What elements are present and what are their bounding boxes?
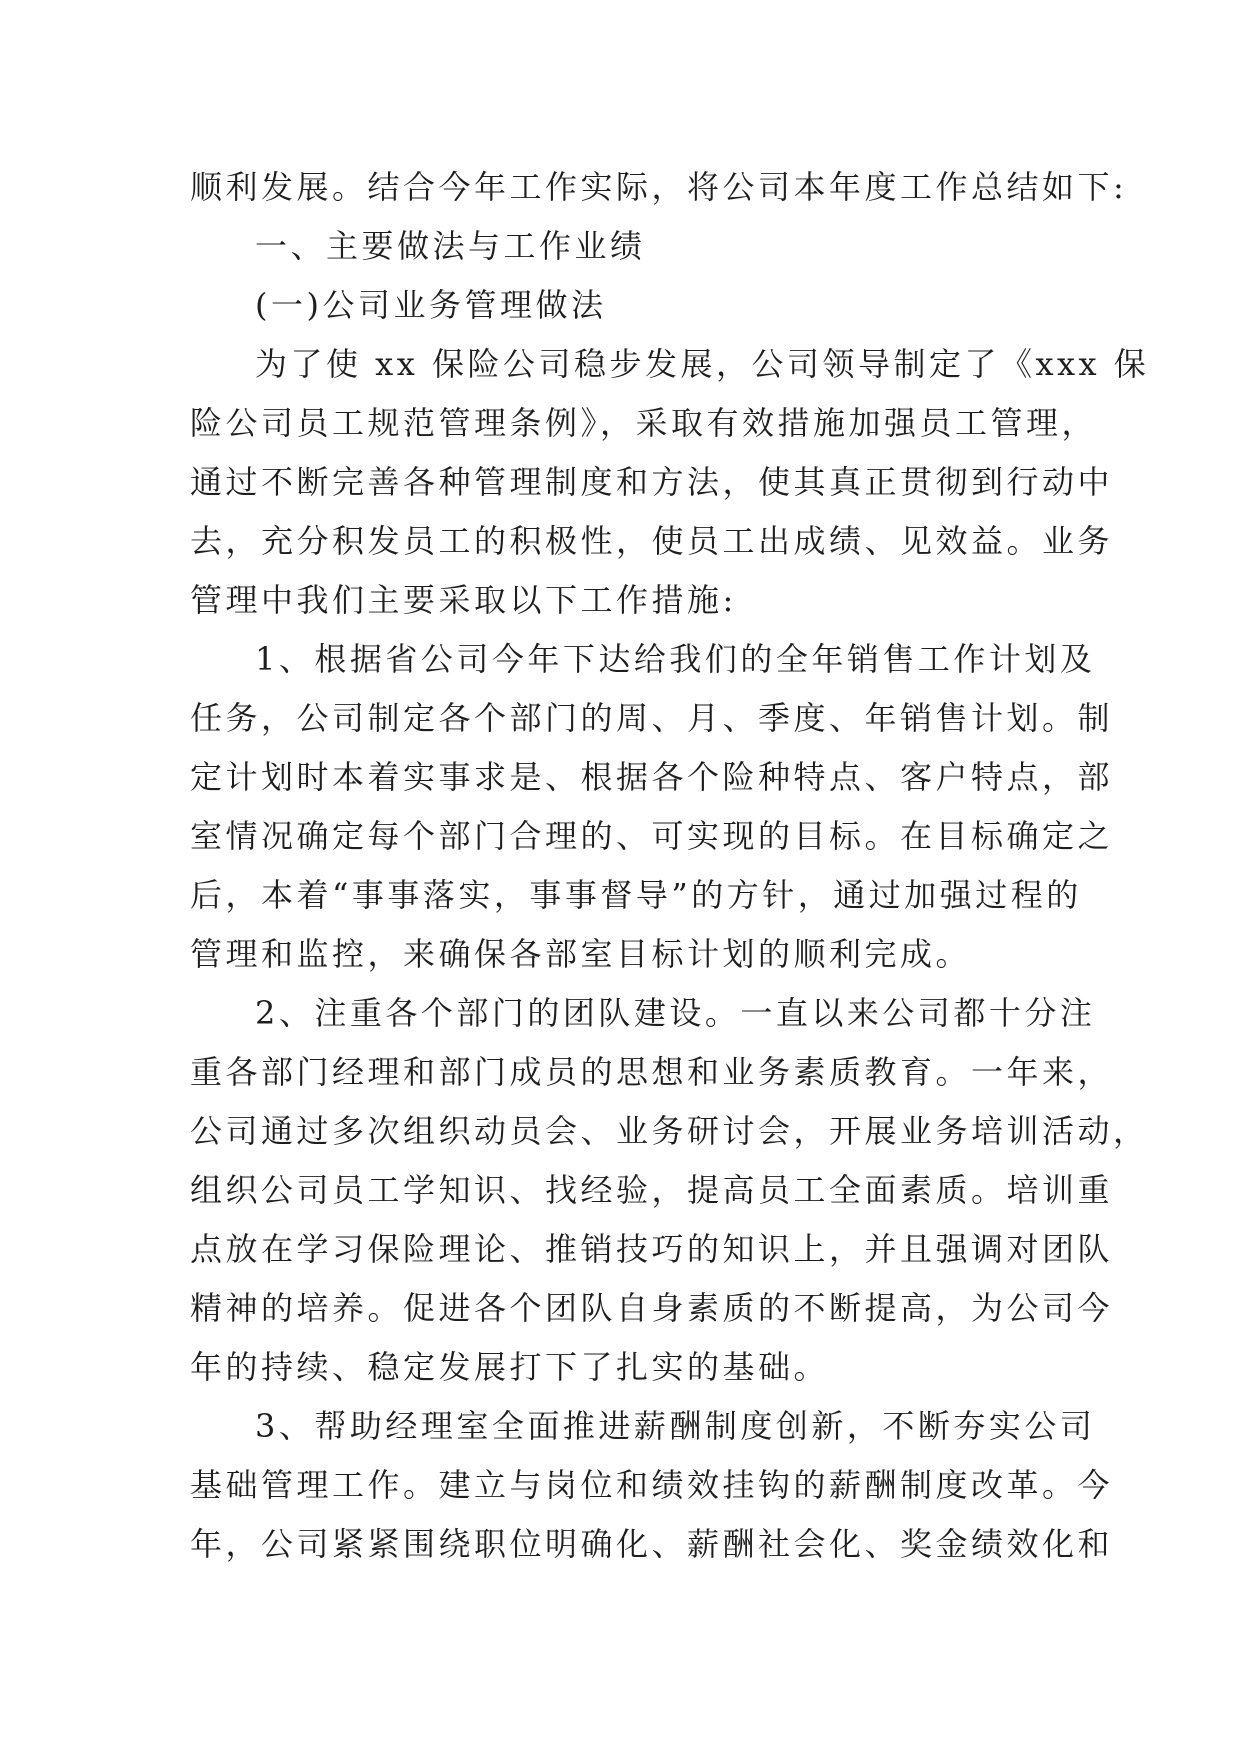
text-line: 室情况确定每个部门合理的、可实现的目标。在目标确定之 <box>190 817 1114 855</box>
text-line: 管理和监控，来确保各部室目标计划的顺利完成。 <box>190 935 972 973</box>
text-line: 定计划时本着实事求是、根据各个险种特点、客户特点，部 <box>190 758 1114 796</box>
text-line: 精神的培养。促进各个团队自身素质的不断提高，为公司今 <box>190 1289 1114 1327</box>
text-line: 顺利发展。结合今年工作实际，将公司本年度工作总结如下: <box>190 168 1128 206</box>
text-line: 险公司员工规范管理条例》，采取有效措施加强员工管理， <box>190 404 1098 442</box>
text-line: 年，公司紧紧围绕职位明确化、薪酬社会化、奖金绩效化和 <box>190 1525 1114 1563</box>
text-line: 重各部门经理和部门成员的思想和业务素质教育。一年来， <box>190 1053 1114 1091</box>
text-line: 任务，公司制定各个部门的周、月、季度、年销售计划。制 <box>190 699 1114 737</box>
text-line: 3、帮助经理室全面推进薪酬制度创新，不断夯实公司 <box>255 1407 1096 1445</box>
text-line: 管理中我们主要采取以下工作措施: <box>190 581 737 619</box>
text-line: 年的持续、稳定发展打下了扎实的基础。 <box>190 1348 830 1386</box>
text-line: 1、根据省公司今年下达给我们的全年销售工作计划及 <box>255 640 1096 678</box>
text-line: 通过不断完善各种管理制度和方法，使其真正贯彻到行动中 <box>190 463 1114 501</box>
text-line: 2、注重各个部门的团队建设。一直以来公司都十分注 <box>255 994 1096 1032</box>
text-line: 组织公司员工学知识、找经验，提高员工全面素质。培训重 <box>190 1171 1114 1209</box>
document-page <box>190 158 1150 1574</box>
text-line: 后，本着“事事落实，事事督导”的方针，通过加强过程的 <box>190 876 1082 914</box>
subsection-heading: (一)公司业务管理做法 <box>255 286 607 324</box>
text-line: 基础管理工作。建立与岗位和绩效挂钩的薪酬制度改革。今 <box>190 1466 1114 1504</box>
text-line: 去，充分积发员工的积极性，使员工出成绩、见效益。业务 <box>190 522 1114 560</box>
text-line: 公司通过多次组织动员会、业务研讨会，开展业务培训活动， <box>190 1112 1149 1150</box>
text-line: 点放在学习保险理论、推销技巧的知识上，并且强调对团队 <box>190 1230 1114 1268</box>
section-heading: 一、主要做法与工作业绩 <box>255 227 646 265</box>
text-line: 为了使 xx 保险公司稳步发展，公司领导制定了《xxx 保 <box>255 345 1150 383</box>
